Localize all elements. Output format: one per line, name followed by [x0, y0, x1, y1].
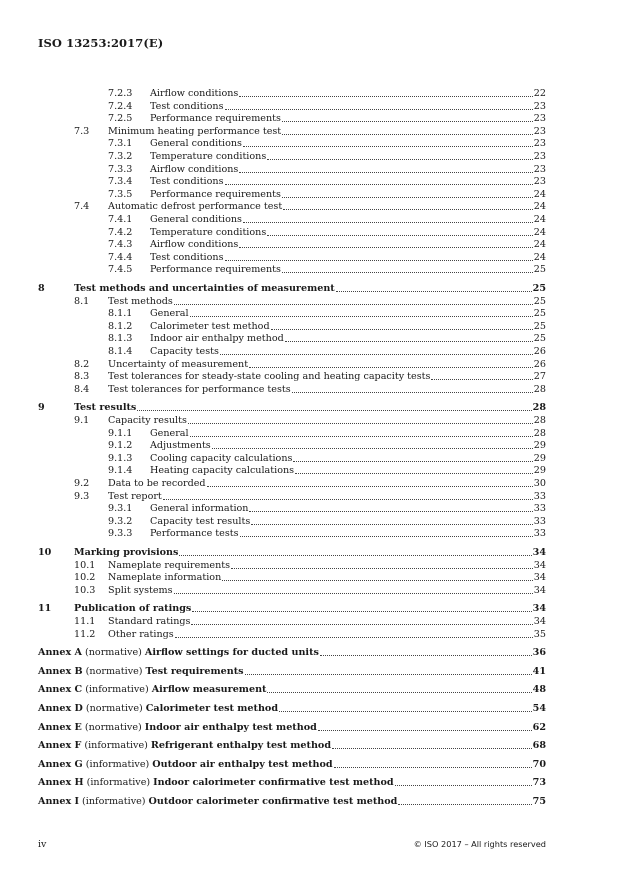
section-title: Nameplate requirements — [108, 559, 231, 571]
toc-entry[interactable] — [74, 628, 546, 641]
section-title: Adjustments — [150, 440, 211, 452]
section-number: 7.2.5 — [108, 113, 133, 125]
toc-entry[interactable] — [108, 137, 546, 150]
section-number: 9.1.4 — [108, 465, 133, 477]
section-number: 8.1.3 — [108, 333, 133, 345]
section-number: 8 — [38, 283, 45, 294]
annex-label: Annex A — [38, 647, 83, 659]
section-title: General — [150, 427, 189, 439]
toc-entry[interactable] — [74, 615, 546, 628]
toc-entry[interactable] — [38, 602, 546, 615]
dot-leader — [292, 392, 533, 393]
toc-entry[interactable] — [108, 175, 546, 188]
toc-entry[interactable] — [74, 370, 546, 383]
dot-leader — [334, 767, 532, 768]
toc-entry[interactable] — [108, 464, 546, 477]
section-title: Capacity tests — [150, 346, 219, 357]
section-number: 9.3.2 — [108, 515, 133, 527]
section-number: 7.3 — [74, 125, 90, 137]
section-number: 9.3 — [74, 490, 90, 502]
dot-leader — [190, 436, 533, 437]
page-ref: 26 — [533, 358, 546, 370]
section-number: 9 — [38, 402, 45, 414]
toc-entry[interactable] — [74, 477, 546, 490]
copyright-notice: © ISO 2017 – All rights reserved — [413, 839, 546, 849]
page-ref: 54 — [532, 703, 546, 714]
section-number: 7.4.1 — [108, 214, 133, 225]
section-number: 7.3.5 — [108, 188, 133, 200]
annex-title: Refrigerant enthalpy test method — [150, 740, 332, 752]
dot-leader — [431, 379, 532, 380]
section-number: 7.4.4 — [108, 251, 133, 263]
page-ref: 34 — [533, 584, 546, 596]
dot-leader — [225, 109, 533, 110]
annex-title: Outdoor air enthalpy test method — [152, 758, 333, 770]
toc-entry[interactable] — [74, 125, 546, 138]
annex-kind: (informative) — [86, 777, 151, 789]
dot-leader — [285, 341, 533, 342]
annex-label: Annex C — [38, 684, 83, 696]
section-number: 11.2 — [74, 628, 96, 640]
dot-leader — [267, 692, 531, 693]
dot-leader — [207, 486, 533, 487]
dot-leader — [395, 785, 532, 786]
section-title: Test methods — [108, 295, 173, 307]
dot-leader — [179, 555, 531, 556]
annex-kind: (informative) — [84, 740, 148, 752]
section-title: Airflow conditions — [150, 163, 239, 175]
dot-leader — [191, 624, 532, 625]
section-title: Standard ratings — [108, 616, 191, 627]
dot-leader — [212, 448, 533, 449]
dot-leader — [267, 235, 533, 236]
section-number: 8.1.2 — [108, 320, 133, 332]
toc-entry[interactable] — [108, 345, 546, 358]
page-ref: 24 — [533, 251, 546, 263]
page-ref: 68 — [532, 740, 546, 752]
section-title: General conditions — [150, 138, 242, 150]
annex-kind: (normative) — [85, 665, 143, 677]
section-number: 7.2.3 — [108, 88, 133, 99]
toc-entry[interactable] — [108, 307, 546, 320]
section-number: 9.3.3 — [108, 528, 133, 540]
section-number: 9.2 — [74, 478, 90, 489]
section-title: Performance requirements — [150, 264, 281, 276]
page-ref: 41 — [532, 665, 546, 677]
toc-annex-entry[interactable] — [38, 776, 546, 789]
section-title: Capacity test results — [150, 515, 251, 527]
section-title: Test tolerances for steady-state cooling and heating capacity tests — [108, 371, 431, 383]
toc-entry[interactable] — [108, 427, 546, 440]
section-title: Temperature conditions — [150, 226, 267, 238]
dot-leader — [192, 611, 531, 612]
dot-leader — [239, 96, 532, 97]
page-ref: 30 — [533, 478, 546, 489]
annex-kind: (normative) — [85, 703, 143, 714]
section-number: 8.3 — [74, 371, 90, 383]
dot-leader — [320, 655, 532, 656]
section-title: Cooling capacity calculations — [150, 452, 293, 464]
section-number: 9.1.3 — [108, 452, 133, 464]
section-number: 8.4 — [74, 383, 90, 395]
section-number: 10.2 — [74, 572, 96, 584]
toc-entry[interactable] — [108, 238, 546, 251]
page-ref: 34 — [533, 616, 546, 627]
dot-leader — [293, 461, 532, 462]
dot-leader — [318, 730, 532, 731]
annex-title: Indoor air enthalpy test method — [144, 721, 317, 733]
section-number: 8.1.4 — [108, 346, 133, 357]
page-ref: 23 — [533, 113, 546, 125]
toc-annex-entry[interactable] — [38, 646, 546, 659]
annex-label: Annex D — [38, 703, 83, 714]
section-number: 8.1.1 — [108, 308, 133, 320]
dot-leader — [249, 511, 532, 512]
page-ref: 24 — [533, 239, 546, 251]
page-ref: 23 — [533, 125, 546, 137]
dot-leader — [295, 473, 533, 474]
page-ref: 25 — [532, 283, 546, 294]
toc-entry[interactable] — [108, 87, 546, 100]
dot-leader — [332, 748, 532, 749]
toc-entry[interactable] — [108, 527, 546, 540]
page-ref: 23 — [533, 163, 546, 175]
section-number: 7.2.4 — [108, 100, 133, 112]
page-ref: 62 — [532, 721, 546, 733]
dot-leader — [222, 580, 533, 581]
page-ref: 23 — [533, 100, 546, 112]
toc-entry[interactable] — [108, 226, 546, 239]
section-title: Marking provisions — [74, 547, 179, 558]
section-number: 7.3.4 — [108, 176, 133, 188]
toc-entry[interactable] — [108, 332, 546, 345]
dot-leader — [225, 184, 533, 185]
dot-leader — [188, 423, 533, 424]
section-title: Capacity results — [108, 415, 187, 426]
section-number: 9.1 — [74, 415, 90, 426]
page-ref: 23 — [533, 176, 546, 188]
section-title: Test methods and uncertainties of measurement — [74, 283, 335, 294]
page-ref: 28 — [533, 427, 546, 439]
dot-leader — [243, 146, 533, 147]
section-title: Test tolerances for performance tests — [108, 383, 291, 395]
page-ref: 28 — [533, 383, 546, 395]
page-ref: 25 — [533, 320, 546, 332]
dot-leader — [231, 568, 533, 569]
section-title: Data to be recorded — [108, 478, 206, 489]
dot-leader — [239, 247, 532, 248]
page-ref: 28 — [533, 415, 546, 426]
page-ref: 33 — [533, 528, 546, 540]
section-title: Test conditions — [150, 251, 224, 263]
section-number: 7.4.5 — [108, 264, 133, 276]
page-ref: 75 — [532, 796, 546, 807]
dot-leader — [225, 260, 533, 261]
section-number: 10 — [38, 547, 52, 558]
section-number: 10.3 — [74, 584, 96, 596]
dot-leader — [282, 272, 533, 273]
page-ref: 25 — [533, 295, 546, 307]
dot-leader — [251, 524, 533, 525]
section-number: 9.3.1 — [108, 503, 133, 515]
section-number: 10.1 — [74, 559, 96, 571]
toc-annex-entry[interactable] — [38, 665, 546, 678]
toc-entry[interactable] — [108, 163, 546, 176]
annex-label: Annex G — [38, 758, 83, 770]
dot-leader — [137, 410, 531, 411]
dot-leader — [240, 536, 533, 537]
section-title: Test results — [74, 402, 137, 414]
annex-label: Annex E — [38, 721, 82, 733]
section-number: 7.3.3 — [108, 163, 133, 175]
page-ref: 24 — [533, 201, 546, 213]
page-ref: 24 — [533, 226, 546, 238]
dot-leader — [174, 593, 533, 594]
annex-title: Test requirements — [145, 665, 244, 677]
dot-leader — [243, 222, 533, 223]
section-number: 7.3.2 — [108, 151, 133, 162]
dot-leader — [271, 329, 533, 330]
section-title: Calorimeter test method — [150, 320, 270, 332]
annex-kind: (informative) — [85, 684, 149, 696]
section-number: 7.4.2 — [108, 226, 133, 238]
page-ref: 35 — [533, 628, 546, 640]
page-ref: 26 — [533, 346, 546, 357]
section-number: 9.1.1 — [108, 427, 133, 439]
page-ref: 29 — [533, 465, 546, 477]
section-number: 8.1 — [74, 295, 90, 307]
annex-title: Airflow measurement — [151, 684, 267, 696]
toc-entry[interactable] — [108, 213, 546, 226]
page-ref: 36 — [532, 647, 546, 659]
annex-label: Annex F — [38, 740, 82, 752]
toc-entry[interactable] — [108, 263, 546, 276]
page-ref: 29 — [533, 440, 546, 452]
page-ref: 33 — [533, 515, 546, 527]
annex-kind: (normative) — [84, 721, 142, 733]
annex-kind: (informative) — [85, 758, 150, 770]
toc-annex-entry[interactable] — [38, 739, 546, 752]
toc-entry[interactable] — [108, 452, 546, 465]
toc-entry[interactable] — [108, 150, 546, 163]
section-title: Test conditions — [150, 100, 224, 112]
page-ref: 33 — [533, 490, 546, 502]
dot-leader — [175, 637, 533, 638]
section-title: Heating capacity calculations — [150, 465, 295, 477]
section-title: Split systems — [108, 584, 173, 596]
page-ref: 34 — [533, 559, 546, 571]
document-header: ISO 13253:2017(E) — [38, 36, 164, 50]
dot-leader — [279, 711, 532, 712]
toc-annex-entry[interactable] — [38, 702, 546, 715]
toc-entry[interactable] — [38, 282, 546, 295]
page-ref: 25 — [533, 308, 546, 320]
section-title: Temperature conditions — [150, 151, 267, 162]
page-ref: 24 — [533, 214, 546, 225]
page-ref: 25 — [533, 264, 546, 276]
toc-entry[interactable] — [108, 251, 546, 264]
toc-entry[interactable] — [74, 200, 546, 213]
page-ref: 73 — [532, 777, 546, 789]
dot-leader — [283, 209, 533, 210]
dot-leader — [282, 134, 533, 135]
dot-leader — [245, 674, 532, 675]
section-title: General — [150, 308, 189, 320]
section-number: 7.3.1 — [108, 138, 133, 150]
page-ref: 34 — [533, 572, 546, 584]
section-number: 7.4.3 — [108, 239, 133, 251]
page-ref: 27 — [533, 371, 546, 383]
page-ref: 25 — [533, 333, 546, 345]
toc-entry[interactable] — [108, 439, 546, 452]
section-title: Automatic defrost performance test — [108, 201, 283, 213]
annex-label: Annex B — [38, 665, 83, 677]
toc-annex-entry[interactable] — [38, 721, 546, 734]
toc-annex-entry[interactable] — [38, 683, 546, 696]
page-ref: 23 — [533, 151, 546, 162]
toc-entry[interactable] — [108, 320, 546, 333]
toc-entry[interactable] — [108, 188, 546, 201]
dot-leader — [239, 172, 532, 173]
section-title: Indoor air enthalpy method — [150, 333, 284, 345]
dot-leader — [267, 159, 533, 160]
section-title: Publication of ratings — [74, 603, 192, 615]
annex-kind: (informative) — [82, 796, 146, 807]
toc-entry[interactable] — [108, 112, 546, 125]
toc-annex-entry[interactable] — [38, 795, 546, 808]
section-title: Performance requirements — [150, 113, 281, 125]
toc-entry[interactable] — [74, 414, 546, 427]
section-title: Airflow conditions — [150, 239, 239, 251]
section-title: Other ratings — [108, 628, 174, 640]
page-ref: 34 — [532, 603, 546, 615]
section-title: Test report — [108, 490, 162, 502]
page-number: iv — [38, 839, 47, 850]
annex-title: Calorimeter test method — [145, 703, 279, 714]
annex-title: Indoor calorimeter confirmative test method — [153, 777, 394, 789]
section-title: Minimum heating performance test — [108, 125, 282, 137]
page-ref: 70 — [532, 758, 546, 770]
toc-entry[interactable] — [74, 295, 546, 308]
section-title: Test conditions — [150, 176, 224, 188]
toc-entry[interactable] — [74, 559, 546, 572]
toc-entry[interactable] — [38, 401, 546, 414]
toc-entry[interactable] — [74, 490, 546, 503]
dot-leader — [249, 367, 533, 368]
toc-entry[interactable] — [108, 502, 546, 515]
annex-title: Outdoor calorimeter confirmative test method — [148, 796, 398, 807]
dot-leader — [174, 304, 533, 305]
annex-label: Annex I — [38, 796, 80, 807]
section-title: Nameplate information — [108, 572, 222, 584]
page-ref: 33 — [533, 503, 546, 515]
toc-entry[interactable] — [108, 100, 546, 113]
section-title: Airflow conditions — [150, 88, 239, 99]
section-number: 8.2 — [74, 358, 90, 370]
toc-entry[interactable] — [74, 358, 546, 371]
section-number: 11.1 — [74, 616, 96, 627]
toc-annex-entry[interactable] — [38, 758, 546, 771]
section-number: 11 — [38, 603, 52, 615]
page-ref: 28 — [532, 402, 546, 414]
page-ref: 48 — [532, 684, 546, 696]
toc-entry[interactable] — [74, 383, 546, 396]
page-ref: 22 — [533, 88, 546, 99]
section-number: 9.1.2 — [108, 440, 133, 452]
dot-leader — [282, 197, 533, 198]
page-ref: 34 — [532, 547, 546, 558]
section-title: General information — [150, 503, 249, 515]
toc-entry[interactable] — [108, 515, 546, 528]
toc-entry[interactable] — [38, 546, 546, 559]
toc-entry[interactable] — [74, 584, 546, 597]
dot-leader — [220, 354, 533, 355]
dot-leader — [190, 316, 533, 317]
page-ref: 29 — [533, 452, 546, 464]
page-ref: 23 — [533, 138, 546, 150]
section-title: Uncertainty of measurement — [108, 358, 249, 370]
annex-kind: (normative) — [85, 647, 142, 659]
dot-leader — [282, 121, 533, 122]
section-title: Performance requirements — [150, 188, 281, 200]
dot-leader — [398, 804, 531, 805]
annex-label: Annex H — [38, 777, 84, 789]
page-ref: 24 — [533, 188, 546, 200]
dot-leader — [336, 291, 532, 292]
section-title: General conditions — [150, 214, 242, 225]
annex-title: Airflow settings for ducted units — [144, 647, 319, 659]
section-title: Performance tests — [150, 528, 239, 540]
dot-leader — [163, 499, 533, 500]
toc-entry[interactable] — [74, 571, 546, 584]
section-number: 7.4 — [74, 201, 90, 213]
